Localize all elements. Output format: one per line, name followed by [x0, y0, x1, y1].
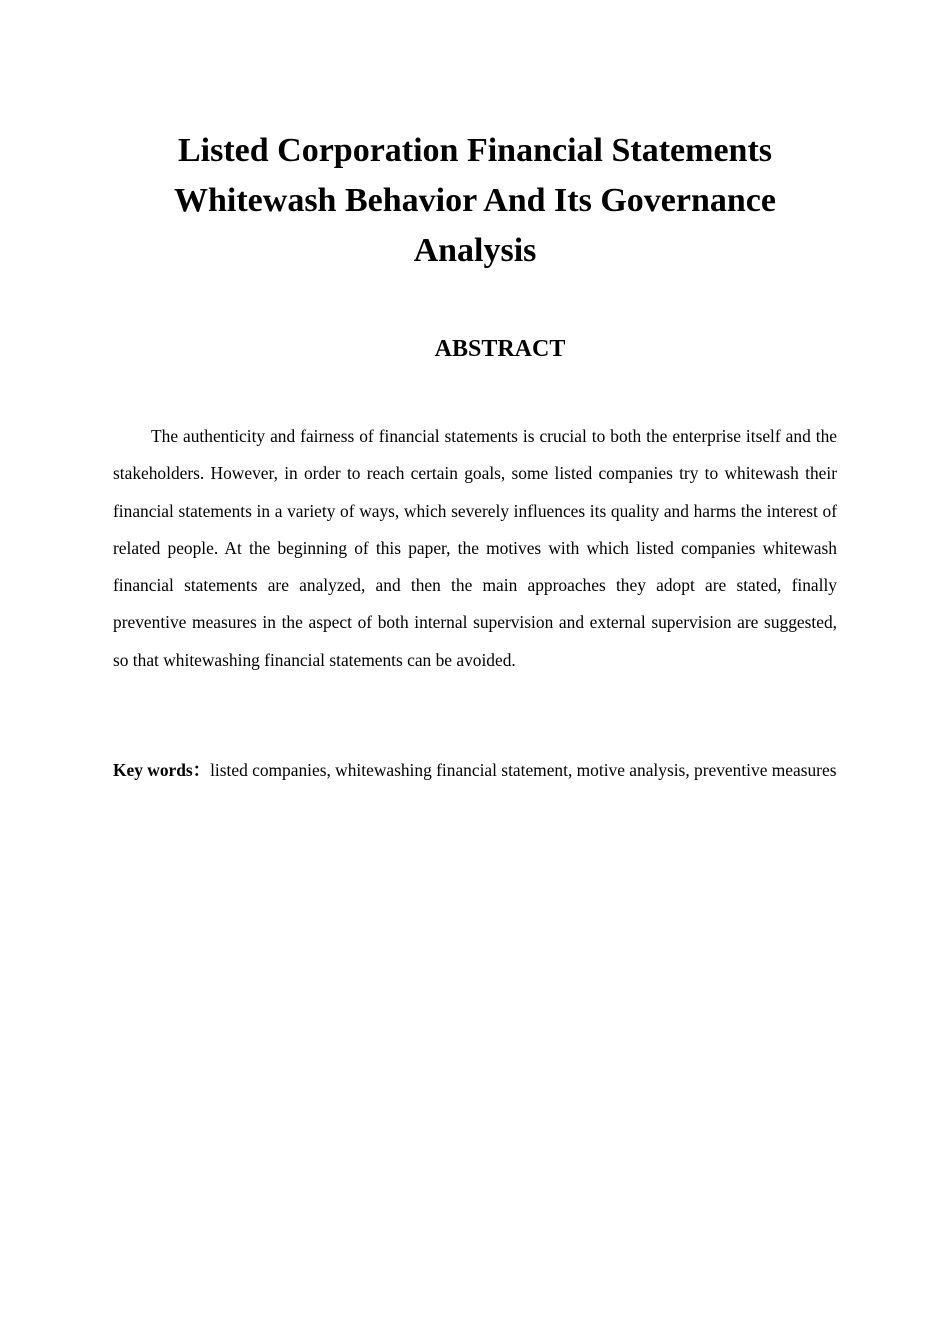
title-line-1: Listed Corporation Financial Statements: [177, 132, 773, 169]
abstract-paragraph: The authenticity and fairness of financial statements is crucial to both the enterprise itself and the stakeholders. However, in order to reach certain goals, some listed companies try to whitewash their financial statements in a variety of ways, which severely influences its quality and harms the interest of related people. At the beginning of this paper, the motives with which listed companies whitewash financial statements are analyzed, and then the main approaches they adopt are stated, finally preventive measures in the aspect of both internal supervision and external supervision are suggested, so that whitewashing financial statements can be avoided.: [113, 426, 837, 670]
keywords-text: listed companies, whitewashing financial statement, motive analysis, preventive measures: [210, 760, 837, 780]
keywords-paragraph: [113, 752, 837, 789]
title-line-3: Analysis: [413, 232, 537, 269]
title-line-2: Whitewash Behavior And Its Governance: [174, 182, 776, 219]
keywords-label: Key words：: [113, 760, 211, 780]
document-title: [113, 126, 837, 276]
abstract-heading: ABSTRACT: [434, 336, 566, 362]
